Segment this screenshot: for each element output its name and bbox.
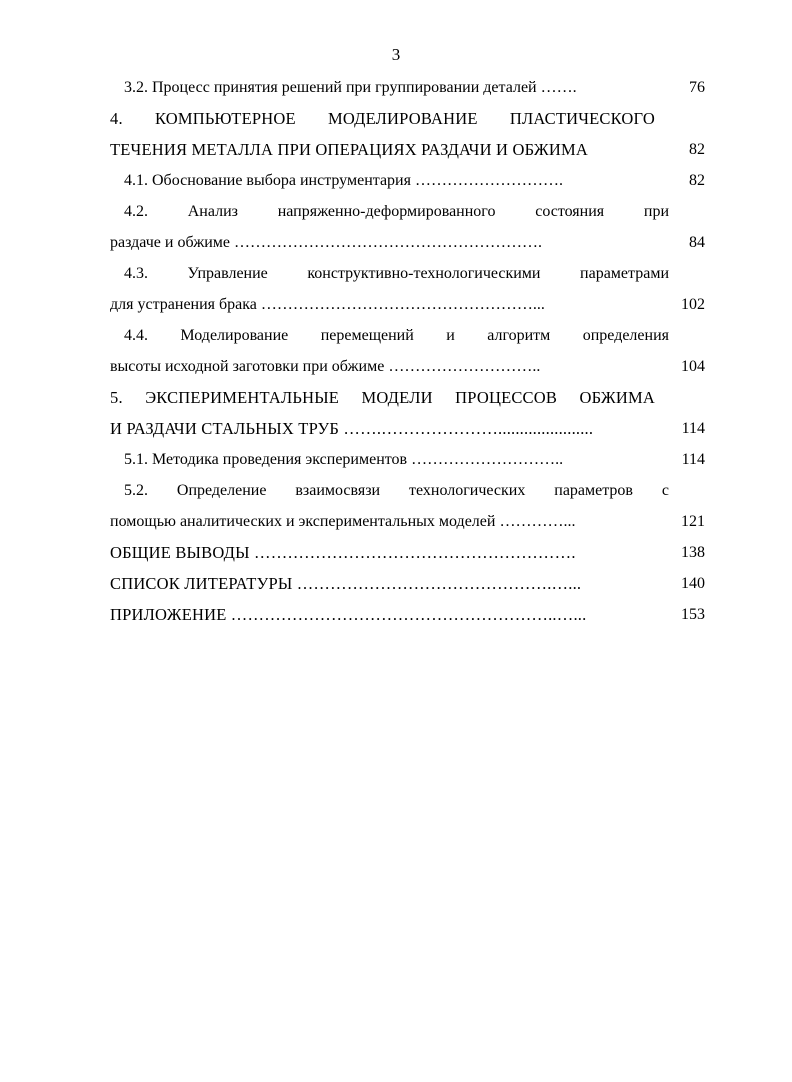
toc-entry-text: высоты исходной заготовки при обжиме ……………………….. — [110, 358, 541, 375]
toc-page-number: 140 — [681, 575, 705, 592]
toc-entry-text: 5.2. Определение взаимосвязи технологических параметров с — [124, 482, 669, 499]
toc-page-number: 102 — [681, 296, 705, 313]
table-of-contents — [110, 72, 705, 630]
toc-line — [110, 382, 705, 413]
toc-line — [110, 351, 705, 382]
toc-line — [110, 537, 705, 568]
toc-page-number: 114 — [681, 420, 705, 437]
toc-entry-text: СПИСОК ЛИТЕРАТУРЫ ……………………………………….…... — [110, 574, 582, 593]
toc-line — [110, 258, 705, 289]
toc-line — [110, 165, 705, 196]
toc-page-number: 104 — [681, 358, 705, 375]
toc-line — [110, 568, 705, 599]
toc-page-number: 82 — [689, 141, 705, 158]
toc-page-number: 153 — [681, 606, 705, 623]
toc-entry-text: помощью аналитических и экспериментальных моделей …………... — [110, 513, 576, 530]
toc-entry-text: 5. ЭКСПЕРИМЕНТАЛЬНЫЕ МОДЕЛИ ПРОЦЕССОВ ОБЖИМА — [110, 388, 655, 407]
toc-entry-text: раздаче и обжиме …………………………………………………. — [110, 234, 543, 251]
toc-line — [110, 506, 705, 537]
toc-line — [110, 134, 705, 165]
toc-line — [110, 103, 705, 134]
toc-entry-text: 4.1. Обоснование выбора инструментария ………………………. — [124, 172, 563, 189]
toc-entry-text: для устранения брака ……………………………………………... — [110, 296, 545, 313]
toc-entry-text: 5.1. Методика проведения экспериментов ……………………….. — [124, 451, 564, 468]
toc-entry-text: И РАЗДАЧИ СТАЛЬНЫХ ТРУБ …….…………………...................... — [110, 419, 594, 438]
toc-entry-text: 4. КОМПЬЮТЕРНОЕ МОДЕЛИРОВАНИЕ ПЛАСТИЧЕСКОГО — [110, 109, 655, 128]
toc-line — [110, 227, 705, 258]
toc-line — [110, 320, 705, 351]
toc-entry-text: 4.2. Анализ напряженно-деформированного состояния при — [124, 203, 669, 220]
toc-entry-text: ПРИЛОЖЕНИЕ …………………………………………………..…... — [110, 605, 587, 624]
toc-line — [110, 289, 705, 320]
toc-page-number: 76 — [689, 79, 705, 96]
toc-page-number: 84 — [689, 234, 705, 251]
page-number: 3 — [391, 45, 401, 64]
toc-page-number: 82 — [689, 172, 705, 189]
toc-entry-text: 4.3. Управление конструктивно-технологическими параметрами — [124, 265, 669, 282]
toc-entry-text: 4.4. Моделирование перемещений и алгоритм определения — [124, 327, 669, 344]
toc-line — [110, 196, 705, 227]
toc-entry-text: ТЕЧЕНИЯ МЕТАЛЛА ПРИ ОПЕРАЦИЯХ РАЗДАЧИ И ОБЖИМА — [110, 140, 588, 159]
toc-page-number: 114 — [681, 451, 705, 468]
toc-entry-text: ОБЩИЕ ВЫВОДЫ …………………………………………………. — [110, 543, 576, 562]
toc-line — [110, 72, 705, 103]
toc-line — [110, 444, 705, 475]
toc-line — [110, 413, 705, 444]
toc-line — [110, 599, 705, 630]
toc-page-number: 138 — [681, 544, 705, 561]
toc-line — [110, 475, 705, 506]
toc-page-number: 121 — [681, 513, 705, 530]
toc-entry-text: 3.2. Процесс принятия решений при группировании деталей ……. — [124, 79, 577, 96]
